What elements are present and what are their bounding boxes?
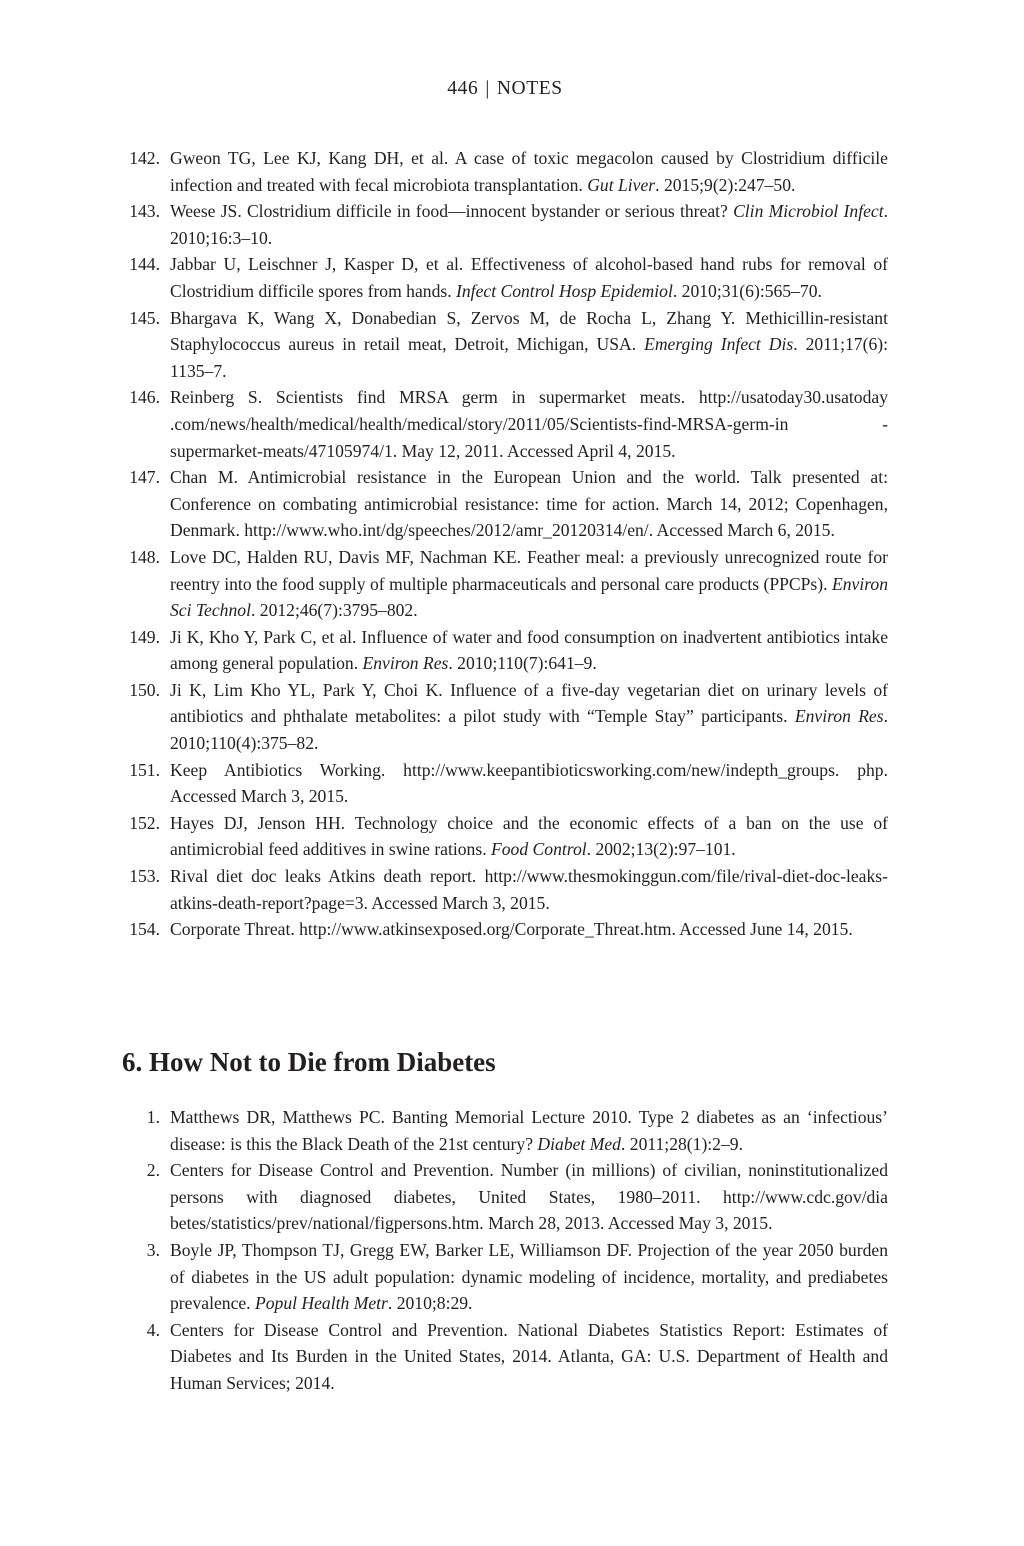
note-number: 1. (146, 1107, 160, 1127)
note-text: Love DC, Halden RU, Davis MF, Nachman KE. Feather meal: a previously unrecognized route for reentry into the food supply of multiple pharmaceuticals and personal care products (PPCPs). (170, 546, 888, 594)
note-item (122, 251, 888, 304)
note-text: Centers for Disease Control and Prevention. National Diabetes Statistics Report: Estimates of Diabetes and Its Burden in the United States, 2014. Atlanta, GA: U.S. Department of Health and Human Services; 2014. (170, 1319, 888, 1393)
note-number: 153. (129, 866, 160, 887)
note-journal: Food Control (491, 839, 587, 860)
note-journal: Clin Microbiol Infect (733, 201, 884, 222)
note-journal: Environ Res (362, 653, 449, 674)
note-number: 152. (129, 812, 160, 833)
note-journal: Infect Control Hosp Epidemiol (456, 280, 673, 301)
note-item (122, 305, 888, 385)
note-citation: . 2012;46(7):3795–802. (250, 600, 418, 621)
note-item (122, 1104, 888, 1157)
note-item (122, 863, 888, 916)
note-citation: . 2010;16:3–10. (170, 201, 888, 248)
note-number: 145. (129, 307, 160, 328)
note-item (122, 916, 888, 943)
note-journal: Emerging Infect Dis (644, 334, 794, 355)
note-text: Centers for Disease Control and Prevention. Number (in millions) of civilian, noninstitutionalized persons with diagnosed diabetes, United States, 1980–2011. http://www.cdc.gov/dia betes/statistics/prev/national/figpersons.htm. March 28, 2013. Accessed May 3, 2015. (170, 1160, 888, 1234)
note-item (122, 757, 888, 810)
note-text: Corporate Threat. http://www.atkinsexposed.org/Corporate_Threat.htm. Accessed June 14, 2015. (170, 919, 853, 940)
header-separator: | (485, 78, 490, 99)
note-citation: . 2002;13(2):97–101. (586, 839, 736, 860)
note-text: Keep Antibiotics Working. http://www.keepantibioticsworking.com/new/indepth_groups. php. Accessed March 3, 2015. (170, 759, 888, 807)
note-number: 151. (129, 759, 160, 780)
note-item (122, 1237, 888, 1317)
note-item (122, 198, 888, 251)
note-text: Reinberg S. Scientists find MRSA germ in supermarket meats. http://usatoday30.usatoday .com/news/health/medical/health/medical/story/2011/05/Scientists-find-MRSA-germ-in -supermarket-meats/47105974/1. May 12, 2011. Accessed April 4, 2015. (170, 387, 888, 461)
note-number: 147. (129, 467, 160, 488)
notes-list-continued (122, 145, 888, 943)
note-number: 143. (129, 201, 160, 222)
note-citation: . 2010;8:29. (387, 1293, 473, 1314)
section-heading: 6. How Not to Die from Diabetes (122, 1047, 496, 1077)
note-text: Ji K, Kho Y, Park C, et al. Influence of water and food consumption on inadvertent antibiotics intake among general population. (170, 626, 888, 674)
note-number: 4. (146, 1319, 160, 1340)
note-item (122, 544, 888, 624)
running-head (0, 78, 1010, 100)
note-item (122, 384, 888, 464)
note-journal: Popul Health Metr (254, 1293, 388, 1314)
note-citation: . 2011;28(1):2–9. (620, 1133, 743, 1154)
note-text: Bhargava K, Wang X, Donabedian S, Zervos M, de Rocha L, Zhang Y. Methicillin-resistant Staphylococcus aureus in retail meat, Detroit, Michigan, USA. (170, 307, 888, 355)
note-number: 148. (129, 546, 160, 567)
note-number: 142. (129, 148, 160, 168)
note-citation: . 2011;17(6): 1135–7. (170, 334, 888, 381)
note-number: 3. (146, 1239, 160, 1260)
note-text: Hayes DJ, Jenson HH. Technology choice and the economic effects of a ban on the use of antimicrobial feed additives in swine rations. (170, 812, 888, 860)
note-number: 144. (129, 254, 160, 275)
note-text: Boyle JP, Thompson TJ, Gregg EW, Barker LE, Williamson DF. Projection of the year 2050 burden of diabetes in the US adult population: dynamic modeling of incidence, mortality, and prediabetes prevalence. (170, 1239, 888, 1314)
note-number: 149. (129, 626, 160, 647)
note-text: Chan M. Antimicrobial resistance in the European Union and the world. Talk presented at: Conference on combating antimicrobial resistance: time for action. March 14, 2012; Copenhagen, Denmark. http://www.who.int/dg/speeches/2012/amr_20120314/en/. Accessed March 6, 2015. (170, 467, 888, 541)
note-item (122, 464, 888, 544)
running-head-section: NOTES (496, 78, 563, 99)
note-item (122, 810, 888, 863)
note-item (122, 1317, 888, 1397)
note-number: 150. (129, 679, 160, 700)
note-text: Weese JS. Clostridium difficile in food—innocent bystander or serious threat? (170, 201, 734, 222)
note-citation: . 2010;31(6):565–70. (672, 280, 822, 301)
note-item (122, 145, 888, 198)
note-number: 154. (129, 919, 160, 940)
note-text: Gweon TG, Lee KJ, Kang DH, et al. A case of toxic megacolon caused by Clostridium difficile infection and treated with fecal microbiota transplantation. (170, 148, 888, 195)
notes-list-diabetes (122, 1104, 888, 1397)
note-journal: Diabet Med (537, 1133, 621, 1154)
note-item (122, 1157, 888, 1237)
note-citation: . 2015;9(2):247–50. (655, 174, 796, 195)
note-number: 146. (129, 387, 160, 408)
note-text: Jabbar U, Leischner J, Kasper D, et al. Effectiveness of alcohol-based hand rubs for removal of Clostridium difficile spores from hands. (170, 254, 888, 301)
note-journal: Environ Sci Technol (170, 573, 888, 621)
note-number: 2. (146, 1160, 160, 1181)
note-text: Matthews DR, Matthews PC. Banting Memorial Lecture 2010. Type 2 diabetes as an ‘infectious’ disease: is this the Black Death of the 21st century? (170, 1107, 888, 1154)
note-journal: Environ Res (794, 706, 884, 727)
note-journal: Gut Liver (587, 174, 656, 195)
page-number: 446 (447, 78, 479, 99)
note-citation: . 2010;110(4):375–82. (170, 706, 888, 754)
note-item (122, 624, 888, 677)
note-text: Rival diet doc leaks Atkins death report. http://www.thesmokinggun.com/file/rival-diet-doc-leaks-atkins-death-report?page=3. Accessed March 3, 2015. (170, 866, 888, 913)
note-text: Ji K, Lim Kho YL, Park Y, Choi K. Influence of a five-day vegetarian diet on urinary levels of antibiotics and phthalate metabolites: a pilot study with “Temple Stay” participants. (170, 679, 888, 727)
note-citation: . 2010;110(7):641–9. (448, 653, 597, 674)
note-item (122, 677, 888, 757)
